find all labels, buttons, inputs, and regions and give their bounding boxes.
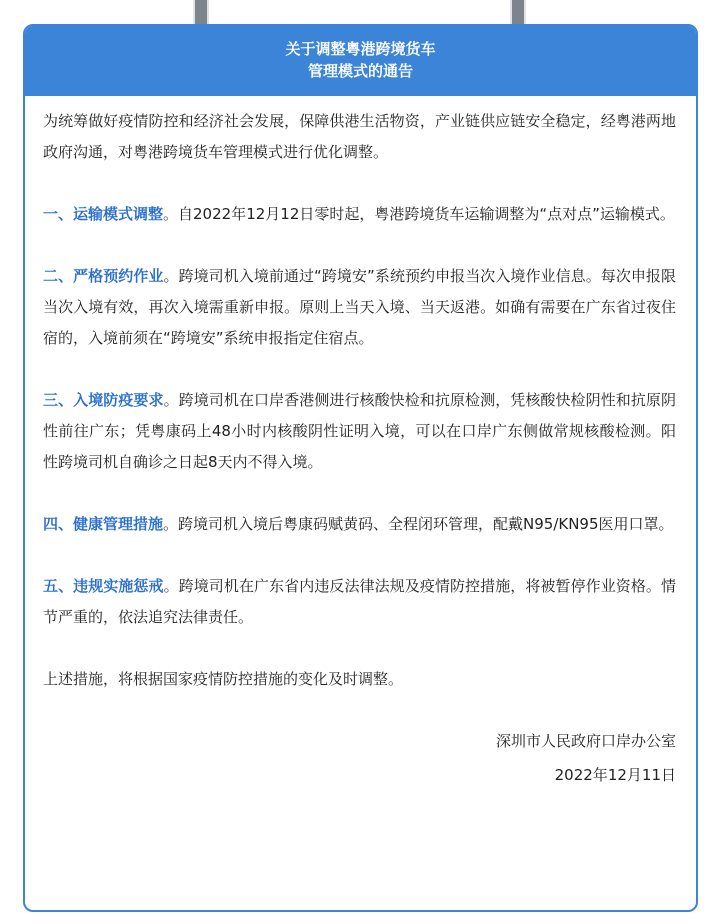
section-4 — [43, 509, 676, 540]
section-5-heading: 五、违规实施惩戒 — [43, 577, 164, 595]
notice-title-line-2: 管理模式的通告 — [307, 62, 413, 80]
section-4-text: 。跨境司机入境后粤康码赋黄码、全程闭环管理，配戴N95/KN95医用口罩。 — [163, 515, 674, 533]
section-2 — [43, 261, 676, 354]
closing-paragraph: 上述措施，将根据国家疫情防控措施的变化及时调整。 — [43, 670, 404, 688]
issue-date: 2022年12月11日 — [554, 766, 676, 784]
section-2-text: 。跨境司机入境前通过“跨境安”系统预约申报当次入境作业信息。每次申报限当次入境有效，再次入境需重新申报。原则上当天入境、当天返港。如确有需要在广东省过夜住宿的，入境前须在“跨境安”系统申报指定住宿点。 — [43, 267, 676, 347]
section-5-text: 。跨境司机在广东省内违反法律法规及疫情防控措施，将被暂停作业资格。情节严重的，依法追究法律责任。 — [43, 577, 676, 626]
signature-block — [43, 724, 676, 792]
section-1-text: 。自2022年12月12日零时起，粤港跨境货车运输调整为“点对点”运输模式。 — [163, 205, 675, 223]
section-4-heading: 四、健康管理措施 — [43, 515, 164, 533]
notice-header — [25, 26, 696, 96]
section-5 — [43, 571, 676, 633]
section-3-text: 。跨境司机在口岸香港侧进行核酸快检和抗原检测，凭核酸快检阴性和抗原阴性前往广东；凭粤康码上48小时内核酸阴性证明入境，可以在口岸广东侧做常规核酸检测。阳性跨境司机自确诊之日起8天内不得入境。 — [43, 391, 676, 471]
issuer: 深圳市人民政府口岸办公室 — [495, 732, 676, 750]
section-2-heading: 二、严格预约作业 — [43, 267, 164, 285]
notice-card — [23, 24, 698, 912]
section-1-heading: 一、运输模式调整 — [43, 205, 164, 223]
section-3-heading: 三、入境防疫要求 — [43, 391, 164, 409]
notice-title-line-1: 关于调整粤港跨境货车 — [285, 40, 436, 58]
section-1 — [43, 199, 676, 230]
intro-paragraph: 为统筹做好疫情防控和经济社会发展，保障供港生活物资，产业链供应链安全稳定，经粤港两地政府沟通，对粤港跨境货车管理模式进行优化调整。 — [43, 112, 676, 161]
notice-body — [25, 96, 696, 792]
section-3 — [43, 385, 676, 478]
